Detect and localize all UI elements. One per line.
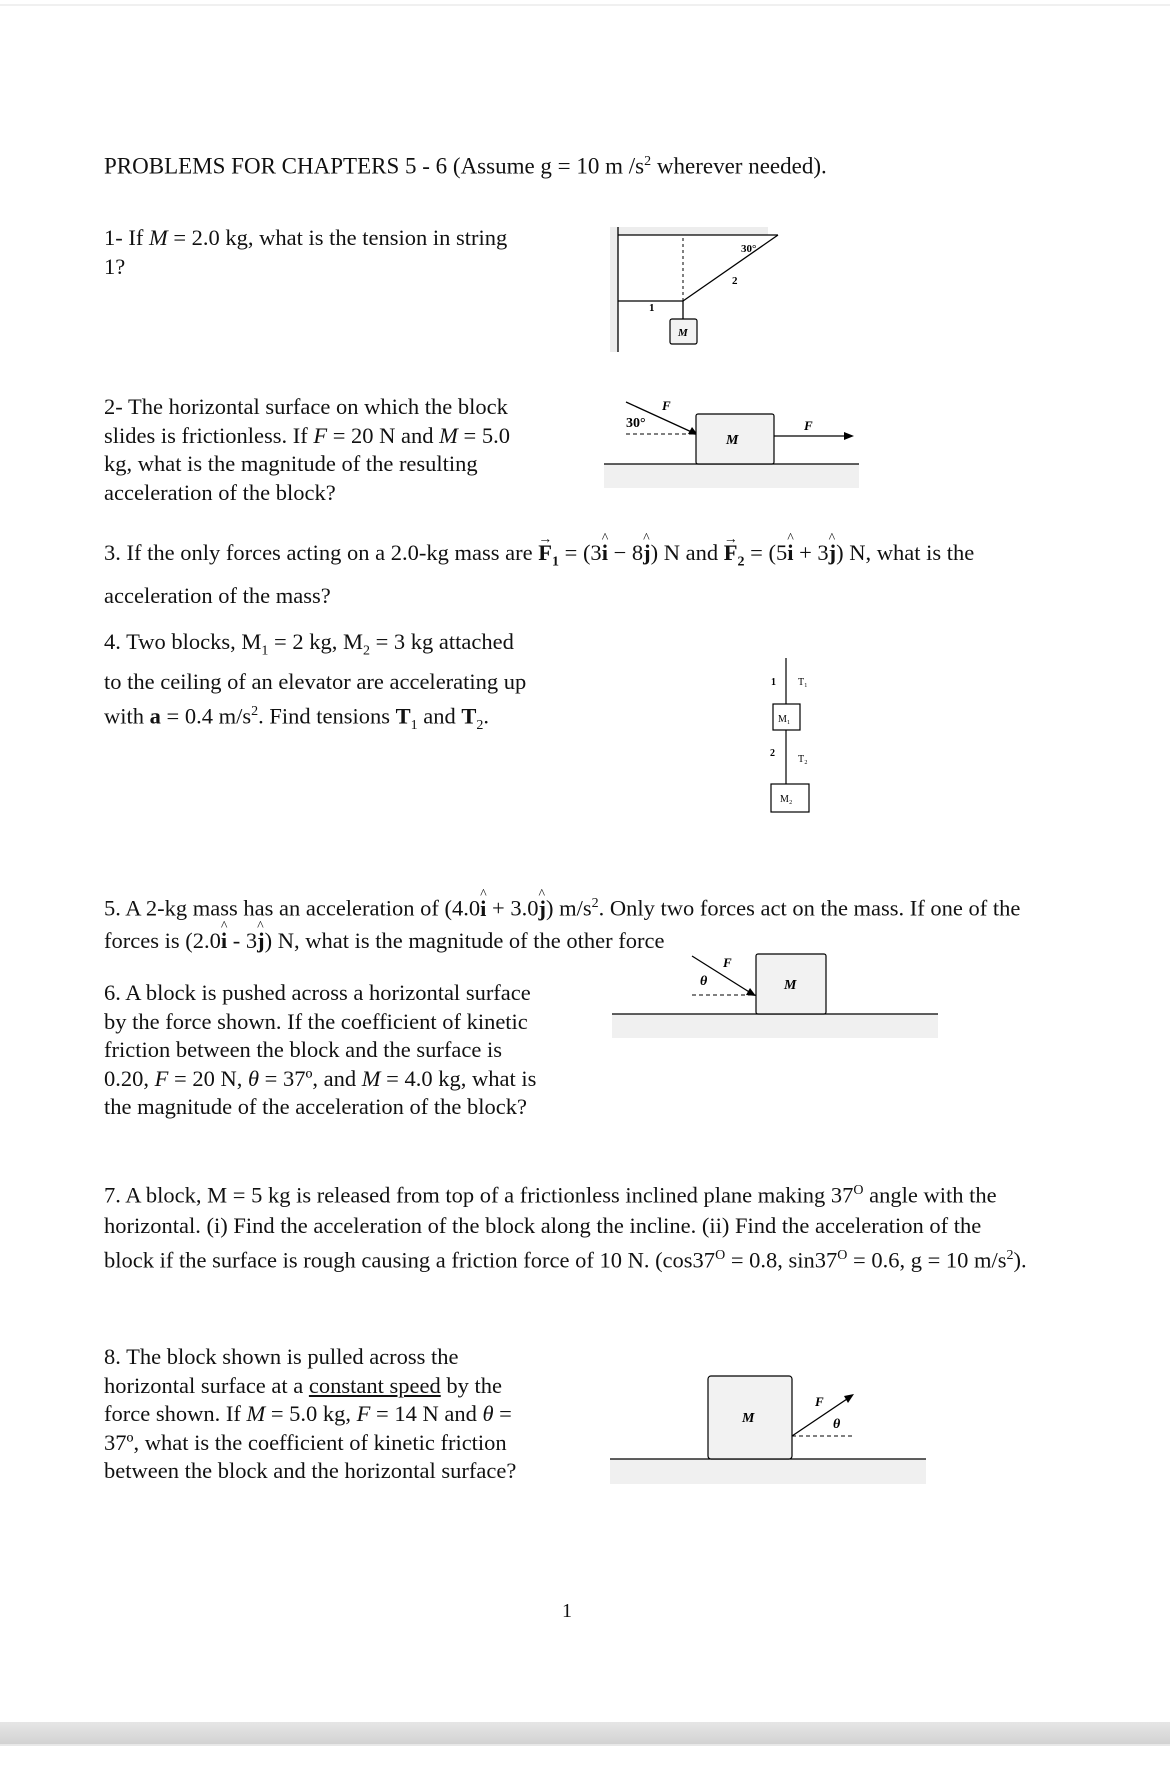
- page-heading: PROBLEMS FOR CHAPTERS 5 - 6 (Assume g = 10 m $/s^2$ wherever needed).: [104, 153, 827, 179]
- question-1: 1- If M = 2.0 kg, what is the tension in string 1?: [104, 225, 508, 279]
- q8-angle-label: θ: [833, 1417, 841, 1432]
- page-number: 1: [562, 1600, 572, 1622]
- question-5: 5. A 2-kg mass has an acceleration of (4.0^ i + 3.0^ j) $m/s^2$. Only two forces act on the mass. If one of the forces is (2.0^ i - 3^ j) N, what is the magnitude of the other force: [104, 888, 1034, 957]
- q4-mass2-label: M₂: [780, 794, 793, 805]
- q4-string1-label: 1: [771, 677, 776, 688]
- q2-angle-label: 30°: [626, 416, 646, 431]
- page-footer-line: [0, 1744, 1170, 1746]
- q8-force-label: F: [815, 1394, 824, 1409]
- q1-angle-label: 30°: [741, 243, 757, 255]
- q2-figure: [604, 396, 864, 492]
- q4-figure: [764, 656, 844, 826]
- q6-angle-label: θ: [700, 974, 708, 989]
- q1-string1-label: 1: [649, 302, 655, 314]
- q8-figure: [608, 1372, 928, 1488]
- q1-mass-label: M: [678, 327, 688, 339]
- q4-tension1-label: T₁: [798, 677, 808, 688]
- q6-figure: [610, 952, 940, 1042]
- page-top-rule: [0, 4, 1170, 6]
- question-3: 3. If the only forces acting on a 2.0-kg mass are → $F_1$ = (3^ i − 8^ j) N and → $F_2$ = (5^ i + 3^ j) N, what is the acceleration of the mass?: [104, 536, 1034, 612]
- q4-tension2-label: T₂: [798, 754, 808, 765]
- q2-mass-label: M: [726, 433, 739, 448]
- question-4: 4. Two blocks, $M_1 = 2$ kg, $M_2 = 3$ kg attached to the ceiling of an elevator are accelerating up with a = 0.4 $m/s^2$. Find tensions $T_1$ and $T_2$.: [104, 629, 527, 733]
- q1-string2-label: 2: [732, 275, 738, 287]
- page-footer-bar: [0, 1722, 1170, 1744]
- q1-figure: [606, 224, 806, 356]
- q4-mass1-label: M₁: [778, 714, 791, 725]
- question-6: 6. A block is pushed across a horizontal surface by the force shown. If the coefficient of kinetic friction between the block and the surface is 0.20, F = 20 N, θ = 37º, and M = 4.0 kg, what is the magnitude of the acceleration of the block?: [104, 980, 537, 1119]
- q8-mass-label: M: [742, 1411, 755, 1426]
- question-2: 2- The horizontal surface on which the block slides is frictionless. If F = 20 N and M = 5.0 kg, what is the magnitude of the resulting acceleration of the block?: [104, 394, 510, 505]
- q6-force-label: F: [723, 955, 732, 970]
- question-8: 8. The block shown is pulled across the horizontal surface at a constant speed by the force shown. If M = 5.0 kg, F = 14 N and θ = 37º, what is the coefficient of kinetic friction between the block and the horizontal surface?: [104, 1344, 517, 1483]
- q4-string2-label: 2: [770, 748, 775, 759]
- q2-force-label-left: F: [662, 398, 671, 413]
- q6-mass-label: M: [784, 978, 797, 993]
- q2-force-label-right: F: [804, 418, 813, 433]
- question-7: 7. A block, M = 5 kg is released from top of a frictionless inclined plane making $37^O$ angle with the horizontal. (i) Find the acceleration of the block along the incline. (ii) Find the acceleration of the block if the surface is rough causing a friction force of 10 N. ($\cos 37^O = 0.8$, $\sin 37^O = 0.6$, g = 10 $m/s^2$).: [104, 1182, 1027, 1272]
